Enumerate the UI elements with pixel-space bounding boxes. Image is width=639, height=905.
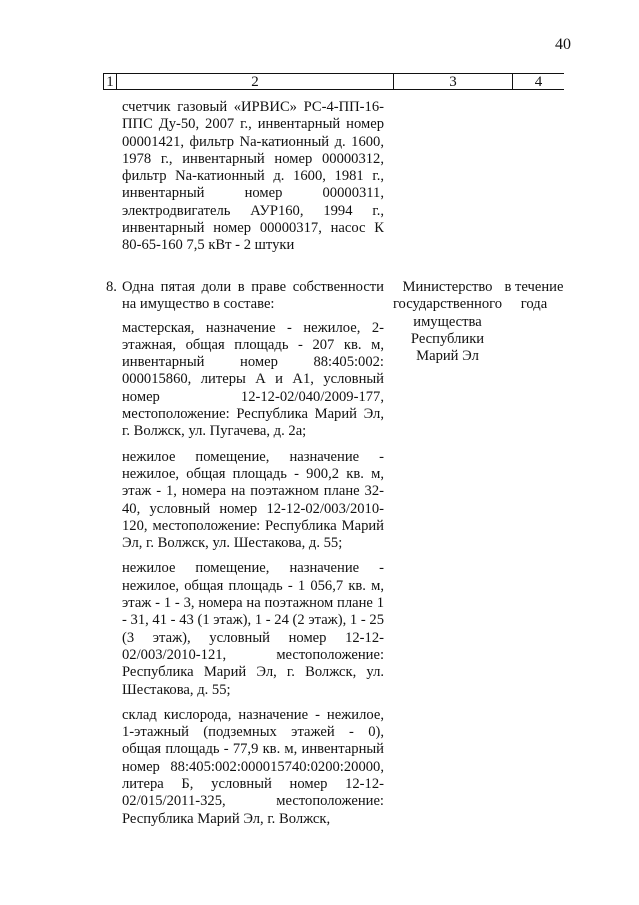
recipient-cell: Министерство государственного имущества Республики Марий Эл	[392, 279, 503, 365]
item-body	[122, 279, 384, 836]
item-paragraph: склад кислорода, назначение - нежилое, 1-этажный (подземных этажей - 0), общая площадь - 77,9 кв. м, инвентарный номер 88:405:002:000015740:0200:20000, литера Б, условный номер 12-12-02/015/2011-325, местоположение: Республика Марий Эл, г. Волжск,	[122, 706, 384, 827]
header-col-1: 1	[103, 73, 117, 90]
header-col-4: 4	[513, 73, 564, 90]
header-col-3: 3	[394, 73, 513, 90]
item-paragraph: мастерская, назначение - нежилое, 2-этажная, общая площадь - 207 кв. м, инвентарный номер 88:405:002: 000015860, литеры А и А1, условный номер 12-12-02/040/2009-177, местоположение: Республика Марий Эл, г. Волжск, ул. Пугачева, д. 2а;	[122, 319, 384, 440]
item-title: Одна пятая доли в праве собственности на имущество в составе:	[122, 279, 384, 313]
item-number: 8.	[106, 279, 117, 295]
deadline-cell: в течение года	[504, 279, 564, 313]
item-paragraph: нежилое помещение, назначение - нежилое, общая площадь - 1 056,7 кв. м, этаж - 1 - 3, номера на поэтажном плане 1 - 31, 41 - 43 (1 этаж), 1 - 24 (2 этаж), 1 - 25 (3 этаж), условный номер 12-12-02/003/2010-121, местоположение: Республика Марий Эл, г. Волжск, ул. Шестакова, д. 55;	[122, 560, 384, 698]
continuation-text: счетчик газовый «ИРВИС» РС-4-ПП-16-ППС Ду-50, 2007 г., инвентарный номер 00001421, фильтр Na-катионный д. 1600, 1978 г., инвентарный номер 00000312, фильтр Na-катионный д. 1600, 1981 г., инвентарный номер 00000311, электродвигатель АУР160, 1994 г., инвентарный номер 00000317, насос К 80-65-160 7,5 кВт - 2 штуки	[122, 99, 384, 254]
page-number: 40	[555, 36, 571, 53]
header-col-2: 2	[117, 73, 394, 90]
item-paragraph: нежилое помещение, назначение - нежилое, общая площадь - 900,2 кв. м, этаж - 1, номера на поэтажном плане 32-40, условный номер 12-12-02/003/2010-120, местоположение: Республика Марий Эл, г. Волжск, ул. Шестакова, д. 55;	[122, 448, 384, 552]
table-header-row	[103, 73, 564, 90]
